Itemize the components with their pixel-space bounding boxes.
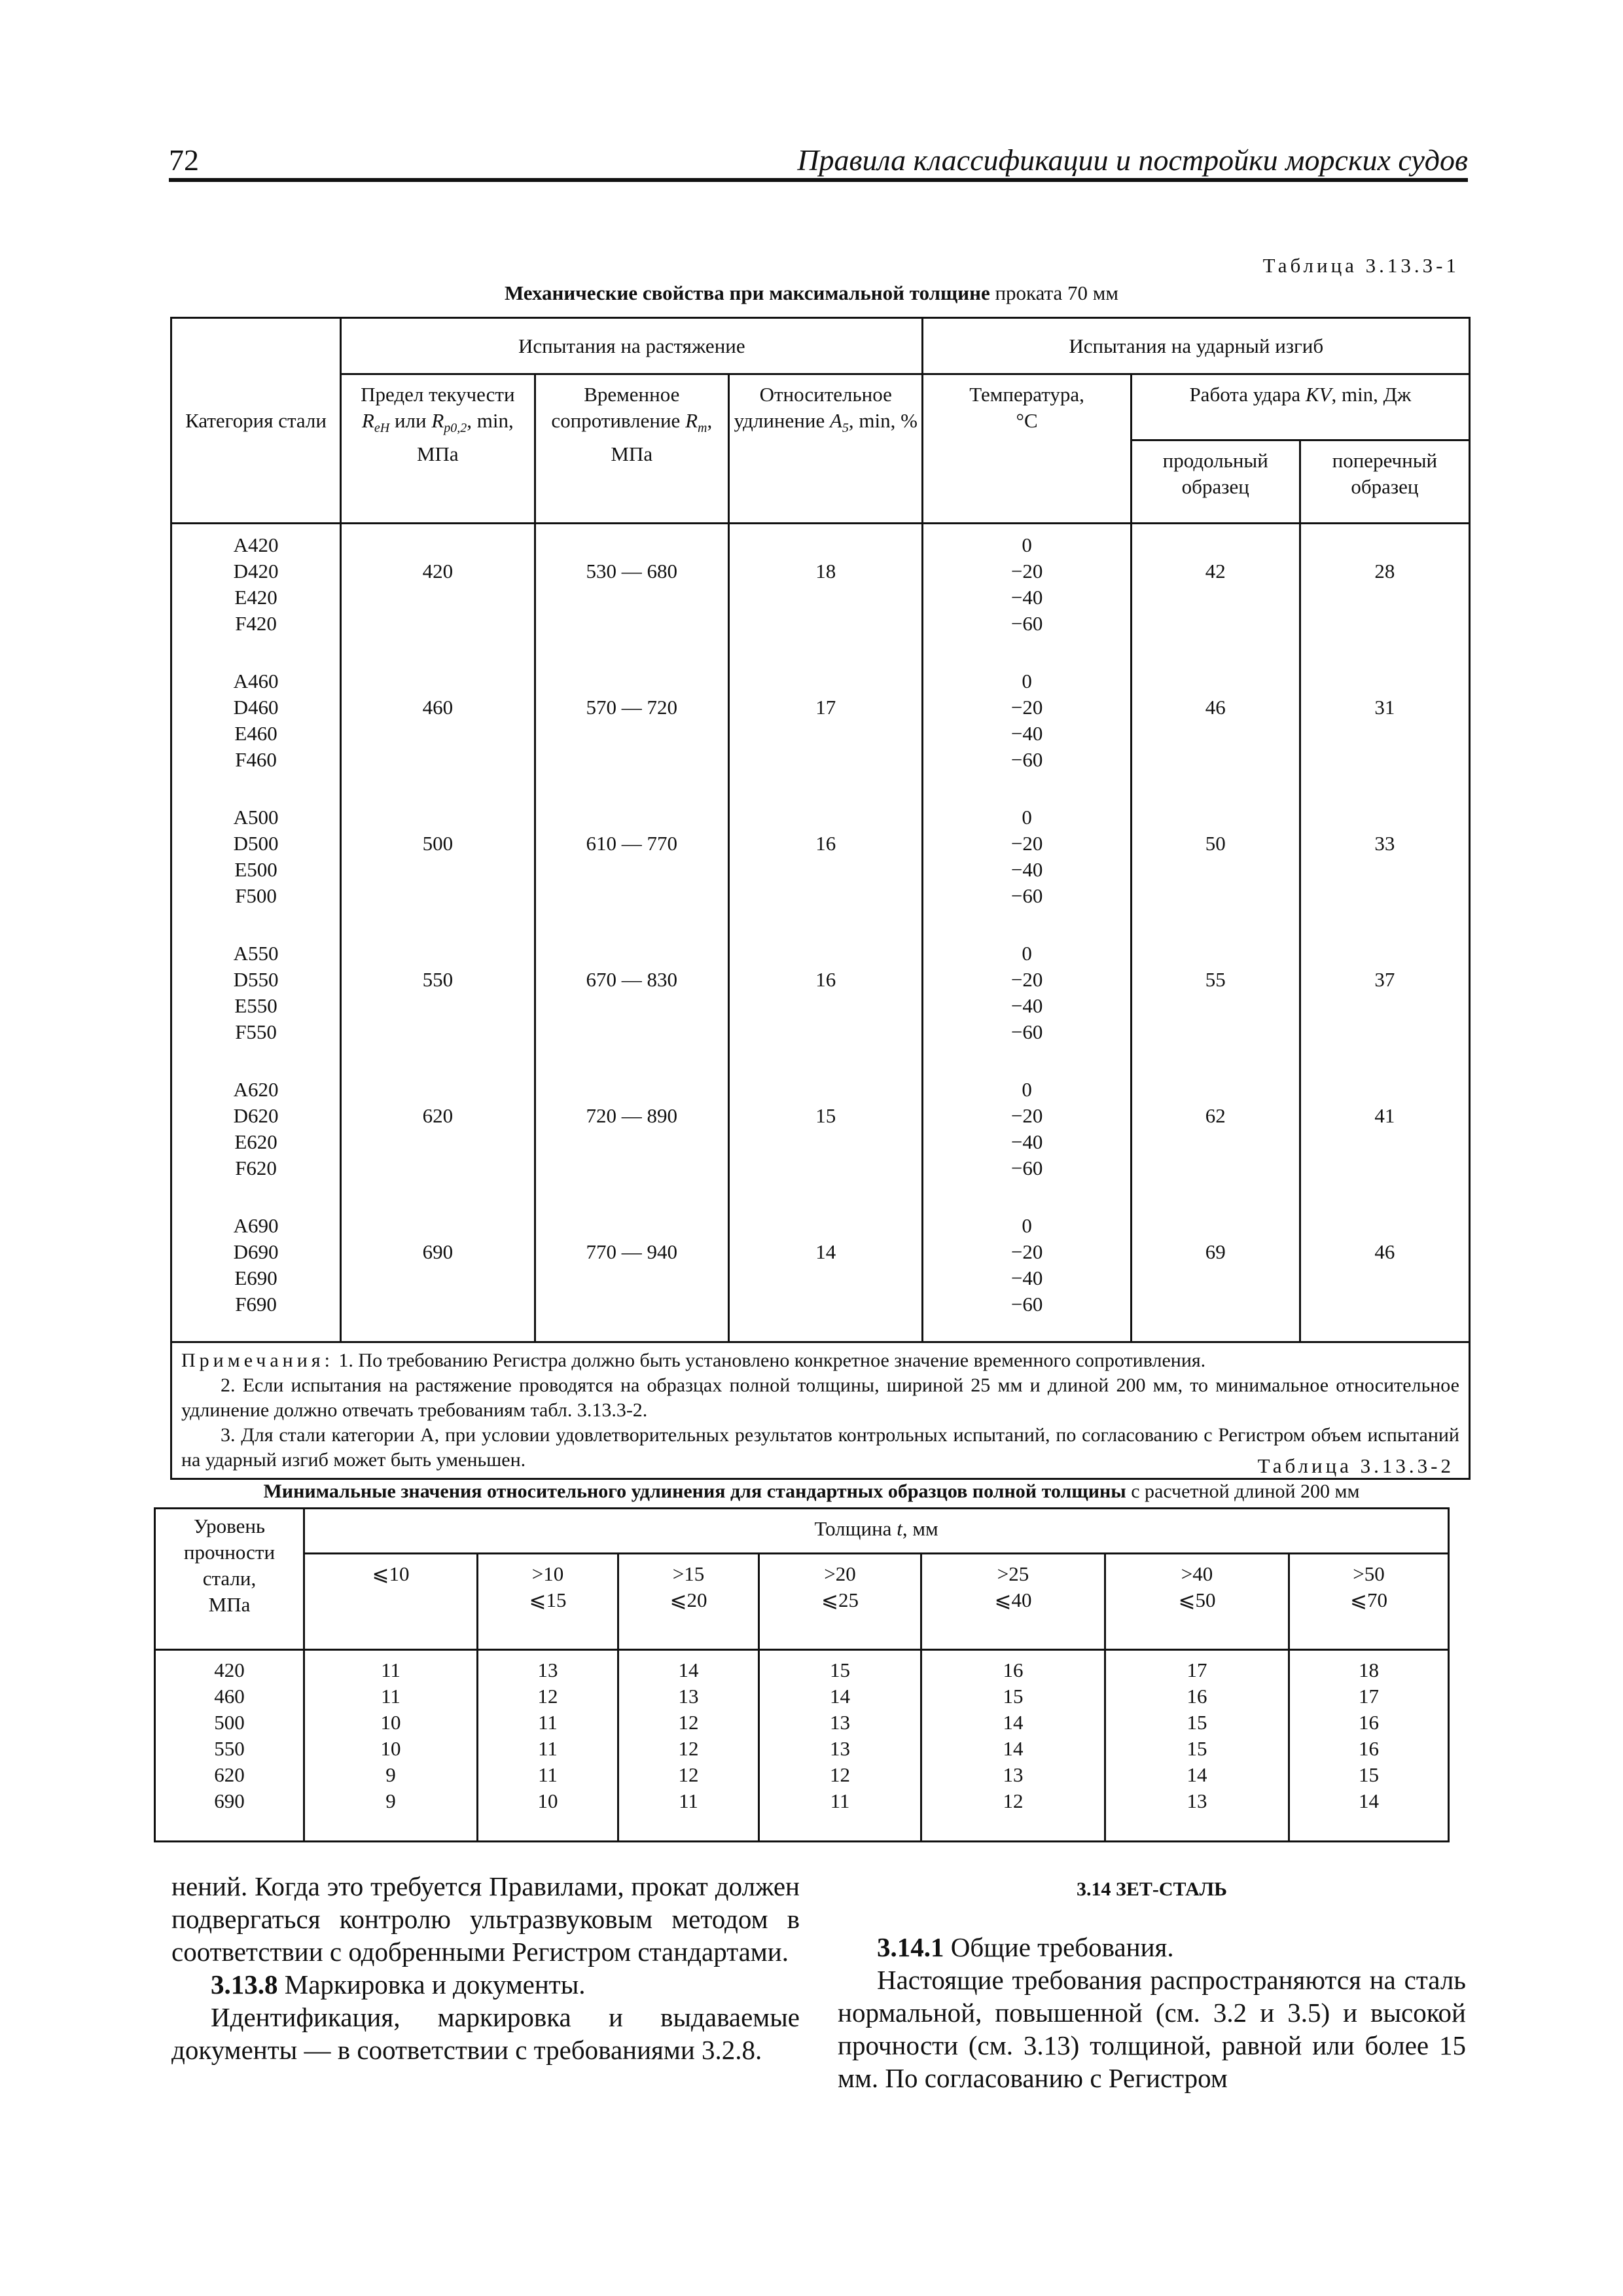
col-longitudinal-header: продольный образец xyxy=(1131,440,1300,524)
elongation-value: 15 xyxy=(1186,1737,1207,1761)
col-impact-energy-header: Работа удара KV, min, Дж xyxy=(1131,374,1469,440)
grade-label: A620 xyxy=(233,1078,279,1101)
elongation-value: 14 xyxy=(1359,1789,1380,1813)
temperature-value: −40 xyxy=(1010,994,1043,1017)
col-temperature-header: Температура, °C xyxy=(923,374,1131,524)
kv-transverse-cell-spacer xyxy=(1301,1077,1469,1103)
temperature-value: 0 xyxy=(1022,1214,1032,1237)
table1-notes: Примечания: 1. По требованию Регистра должно быть установлено конкретное значение временного сопротивления. 2. Если испытания на растяжение проводятся на образцах полной толщины, шириной 25 мм и длиной 200 мм, то минимальное относительное удлинение должно отвечать требованиям табл. 3.13.3-2. 3. Для стали категории А, при условии удовлетворительных результатов контрольных испытаний, по согласованию с Регистром объем испытаний на ударный изгиб может быть уменьшен. xyxy=(171,1342,1470,1479)
temperature-value: −60 xyxy=(1010,1020,1043,1043)
elongation-column xyxy=(759,1650,921,1842)
temperature-value: 0 xyxy=(1022,533,1032,556)
table-row xyxy=(171,660,1470,797)
kv-transverse-cell-value: 33 xyxy=(1374,832,1395,855)
temperature-value: −60 xyxy=(1010,612,1043,635)
grade-label: E550 xyxy=(234,994,277,1017)
ultimate-cell-spacer xyxy=(536,941,728,967)
kv-longitudinal-cell-value: 69 xyxy=(1205,1240,1226,1263)
table-row xyxy=(171,797,1470,933)
ultimate-cell-value: 610 — 770 xyxy=(586,832,678,855)
thickness-range-lower: >25 xyxy=(997,1562,1029,1585)
temperature-value: 0 xyxy=(1022,670,1032,692)
ultimate-cell xyxy=(535,933,728,1069)
table2-caption: Таблица 3.13.3-2 xyxy=(1257,1454,1454,1477)
grade-label: F500 xyxy=(235,884,277,907)
elongation-value: 11 xyxy=(538,1737,558,1761)
kv-transverse-cell-value: 37 xyxy=(1374,968,1395,991)
elongation-cell xyxy=(729,797,923,933)
col-thickness-header: Толщина t, мм xyxy=(304,1509,1449,1554)
elongation-column xyxy=(478,1650,618,1842)
temperature-value: −20 xyxy=(1010,560,1043,583)
elongation-value: 14 xyxy=(830,1685,850,1708)
temperature-value: −60 xyxy=(1010,884,1043,907)
elongation-value: 13 xyxy=(537,1659,558,1682)
elongation-cell-value: 17 xyxy=(815,696,836,719)
table-row xyxy=(171,524,1470,661)
elongation-column xyxy=(304,1650,478,1842)
temperature-cell xyxy=(923,1069,1131,1205)
kv-longitudinal-cell xyxy=(1131,1069,1300,1205)
elongation-value: 13 xyxy=(1186,1789,1207,1813)
elongation-cell xyxy=(729,1205,923,1342)
temperature-value: −20 xyxy=(1010,968,1043,991)
elongation-column xyxy=(921,1650,1105,1842)
section-3-14-1-heading: 3.14.1 Общие требования. xyxy=(877,1932,1174,1962)
kv-longitudinal-cell xyxy=(1131,660,1300,797)
elongation-cell xyxy=(729,933,923,1069)
temperature-value: −20 xyxy=(1010,832,1043,855)
kv-transverse-cell xyxy=(1300,1205,1469,1342)
elongation-value: 17 xyxy=(1186,1659,1207,1682)
temperature-cell xyxy=(923,797,1131,933)
temperature-cell xyxy=(923,660,1131,797)
level-value: 420 xyxy=(214,1659,245,1682)
left-paragraph-2: Идентификация, маркировка и выдаваемые документы — в соответствии с требованиями 3.2.8. xyxy=(171,2002,800,2065)
grade-cell xyxy=(171,524,341,661)
thickness-range-upper: ⩽50 xyxy=(1178,1588,1216,1611)
elongation-cell-value: 15 xyxy=(815,1104,836,1127)
elongation-cell-spacer xyxy=(730,532,921,558)
table1-title: Механические свойства при максимальной толщине проката 70 мм xyxy=(504,281,1119,304)
yield-cell xyxy=(341,933,535,1069)
elongation-value: 10 xyxy=(537,1789,558,1813)
level-value: 460 xyxy=(214,1685,245,1708)
grade-label: E420 xyxy=(234,586,277,609)
elongation-cell xyxy=(729,660,923,797)
min-elongation-table xyxy=(154,1507,1450,1842)
thickness-range-upper: ⩽70 xyxy=(1350,1588,1387,1611)
elongation-cell-value: 16 xyxy=(815,968,836,991)
kv-longitudinal-cell-value: 55 xyxy=(1205,968,1226,991)
yield-cell xyxy=(341,1205,535,1342)
grade-label: D550 xyxy=(233,968,279,991)
grade-cell xyxy=(171,660,341,797)
ultimate-cell-spacer xyxy=(536,668,728,694)
elongation-value: 12 xyxy=(678,1711,699,1734)
group-tensile-header: Испытания на растяжение xyxy=(341,318,923,374)
temperature-value: −20 xyxy=(1010,696,1043,719)
elongation-value: 14 xyxy=(1186,1763,1207,1787)
elongation-value: 13 xyxy=(830,1711,850,1734)
kv-longitudinal-cell-spacer xyxy=(1132,804,1299,831)
elongation-value: 15 xyxy=(830,1659,850,1682)
grade-label: A420 xyxy=(233,533,279,556)
temperature-cell xyxy=(923,933,1131,1069)
elongation-value: 13 xyxy=(830,1737,850,1761)
group-impact-header: Испытания на ударный изгиб xyxy=(923,318,1470,374)
yield-cell-value: 550 xyxy=(422,968,454,991)
left-paragraph-1: нений. Когда это требуется Правилами, прокат должен подвергаться контролю ультразвуковым методом в соответствии с одобренными Регистром стандартами. xyxy=(171,1871,800,1967)
level-header-line: МПа xyxy=(208,1593,251,1616)
ultimate-cell-value: 570 — 720 xyxy=(586,696,678,719)
yield-cell-spacer xyxy=(342,804,533,831)
grade-label: E620 xyxy=(234,1130,277,1153)
elongation-cell-spacer xyxy=(730,941,921,967)
thickness-range-upper: ⩽20 xyxy=(669,1588,707,1611)
kv-longitudinal-cell-spacer xyxy=(1132,532,1299,558)
level-value: 500 xyxy=(214,1711,245,1734)
grade-label: A550 xyxy=(233,942,279,965)
ultimate-cell-value: 720 — 890 xyxy=(586,1104,678,1127)
ultimate-cell xyxy=(535,1205,728,1342)
elongation-value: 14 xyxy=(1003,1737,1024,1761)
thickness-range-lower: ⩽10 xyxy=(372,1562,410,1585)
header-rule xyxy=(169,178,1468,182)
mechanical-properties-table xyxy=(170,317,1471,1480)
temperature-value: −40 xyxy=(1010,1130,1043,1153)
thickness-range-header xyxy=(1105,1553,1289,1649)
elongation-cell-spacer xyxy=(730,1077,921,1103)
elongation-value: 11 xyxy=(381,1659,401,1682)
yield-cell-spacer xyxy=(342,1213,533,1239)
elongation-value: 10 xyxy=(380,1711,401,1734)
elongation-cell-value: 16 xyxy=(815,832,836,855)
elongation-value: 18 xyxy=(1359,1659,1380,1682)
table1-caption: Таблица 3.13.3-1 xyxy=(1262,254,1459,277)
temperature-value: 0 xyxy=(1022,1078,1032,1101)
kv-longitudinal-cell-spacer xyxy=(1132,668,1299,694)
temperature-value: −20 xyxy=(1010,1104,1043,1127)
temperature-value: −20 xyxy=(1010,1240,1043,1263)
thickness-range-lower: >15 xyxy=(672,1562,705,1585)
left-column xyxy=(171,1870,800,2066)
grade-cell xyxy=(171,1069,341,1205)
yield-cell-value: 420 xyxy=(422,560,454,583)
temperature-value: 0 xyxy=(1022,806,1032,829)
ultimate-cell-spacer xyxy=(536,532,728,558)
kv-longitudinal-cell-value: 50 xyxy=(1205,832,1226,855)
kv-longitudinal-cell-value: 62 xyxy=(1205,1104,1226,1127)
thickness-range-lower: >10 xyxy=(531,1562,564,1585)
elongation-cell xyxy=(729,524,923,661)
thickness-range-header xyxy=(921,1553,1105,1649)
level-value: 620 xyxy=(214,1763,245,1787)
running-title: Правила классификации и постройки морских судов xyxy=(797,143,1468,177)
elongation-cell-value: 14 xyxy=(815,1240,836,1263)
thickness-range-lower: >50 xyxy=(1353,1562,1385,1585)
grade-label: D690 xyxy=(233,1240,279,1263)
elongation-value: 15 xyxy=(1186,1711,1207,1734)
grade-cell xyxy=(171,797,341,933)
grade-label: F690 xyxy=(235,1293,277,1316)
elongation-value: 11 xyxy=(538,1763,558,1787)
right-paragraph: Настоящие требования распространяются на сталь нормальной, повышенной (см. 3.2 и 3.5) и высокой прочности (см. 3.13) толщиной, равной или более 15 мм. По согласованию с Регистром xyxy=(838,1965,1466,2093)
table-row xyxy=(171,933,1470,1069)
elongation-value: 17 xyxy=(1359,1685,1380,1708)
elongation-value: 11 xyxy=(830,1789,850,1813)
ultimate-cell xyxy=(535,1069,728,1205)
kv-transverse-cell xyxy=(1300,1069,1469,1205)
kv-longitudinal-cell xyxy=(1131,1205,1300,1342)
grade-label: A690 xyxy=(233,1214,279,1237)
elongation-value: 12 xyxy=(1003,1789,1024,1813)
elongation-cell-spacer xyxy=(730,1213,921,1239)
elongation-cell-spacer xyxy=(730,804,921,831)
kv-transverse-cell xyxy=(1300,933,1469,1069)
col-elongation-header: Относительное удлинение $A_5$, min, % xyxy=(729,374,923,524)
temperature-value: −40 xyxy=(1010,586,1043,609)
kv-transverse-cell-spacer xyxy=(1301,804,1469,831)
elongation-value: 16 xyxy=(1359,1737,1380,1761)
elongation-value: 11 xyxy=(679,1789,698,1813)
temperature-value: 0 xyxy=(1022,942,1032,965)
ultimate-cell xyxy=(535,660,728,797)
yield-cell-value: 690 xyxy=(422,1240,454,1263)
table-row xyxy=(171,1069,1470,1205)
grade-label: D500 xyxy=(233,832,279,855)
kv-transverse-cell-spacer xyxy=(1301,668,1469,694)
grade-label: F460 xyxy=(235,748,277,771)
yield-cell xyxy=(341,660,535,797)
elongation-value: 12 xyxy=(678,1737,699,1761)
grade-label: A460 xyxy=(233,670,279,692)
ultimate-cell-value: 530 — 680 xyxy=(586,560,678,583)
yield-cell xyxy=(341,524,535,661)
grade-label: D460 xyxy=(233,696,279,719)
temperature-value: −40 xyxy=(1010,1266,1043,1289)
kv-transverse-cell xyxy=(1300,524,1469,661)
kv-transverse-cell-value: 31 xyxy=(1374,696,1395,719)
yield-cell-spacer xyxy=(342,668,533,694)
yield-cell-spacer xyxy=(342,532,533,558)
elongation-cell-value: 18 xyxy=(815,560,836,583)
col-category-header: Категория стали xyxy=(171,318,341,524)
elongation-value: 13 xyxy=(678,1685,699,1708)
kv-longitudinal-cell-value: 42 xyxy=(1205,560,1226,583)
temperature-value: −40 xyxy=(1010,722,1043,745)
temperature-value: −60 xyxy=(1010,1293,1043,1316)
kv-longitudinal-cell xyxy=(1131,797,1300,933)
elongation-value: 10 xyxy=(380,1737,401,1761)
section-3-14-title: 3.14 ЗЕТ-СТАЛЬ xyxy=(1077,1878,1227,1900)
kv-longitudinal-cell xyxy=(1131,524,1300,661)
col-ultimate-header: Временное сопротивление $R_m$, МПа xyxy=(535,374,728,524)
kv-longitudinal-cell xyxy=(1131,933,1300,1069)
yield-cell-value: 500 xyxy=(422,832,454,855)
yield-cell xyxy=(341,1069,535,1205)
yield-cell-value: 620 xyxy=(422,1104,454,1127)
kv-longitudinal-cell-spacer xyxy=(1132,941,1299,967)
temperature-value: −40 xyxy=(1010,858,1043,881)
elongation-value: 9 xyxy=(385,1763,396,1787)
elongation-value: 16 xyxy=(1359,1711,1380,1734)
kv-longitudinal-cell-value: 46 xyxy=(1205,696,1226,719)
elongation-column xyxy=(1105,1650,1289,1842)
col-yield-header: Предел текучести $R_{eH}$ или $R_{p0,2}$, min, МПа xyxy=(341,374,535,524)
elongation-cell-spacer xyxy=(730,668,921,694)
elongation-cell xyxy=(729,1069,923,1205)
table2-title: Минимальные значения относительного удлинения для стандартных образцов полной толщины с расчетной длиной 200 мм xyxy=(263,1480,1360,1502)
grade-label: D420 xyxy=(233,560,279,583)
yield-cell-spacer xyxy=(342,941,533,967)
elongation-value: 14 xyxy=(1003,1711,1024,1734)
thickness-range-header xyxy=(478,1553,618,1649)
yield-cell-value: 460 xyxy=(422,696,454,719)
kv-longitudinal-cell-spacer xyxy=(1132,1213,1299,1239)
level-value: 550 xyxy=(214,1737,245,1761)
elongation-value: 14 xyxy=(678,1659,699,1682)
thickness-range-header xyxy=(759,1553,921,1649)
col-transverse-header: поперечный образец xyxy=(1300,440,1469,524)
grade-label: A500 xyxy=(233,806,279,829)
level-value: 690 xyxy=(214,1789,245,1813)
elongation-value: 9 xyxy=(385,1789,396,1813)
elongation-value: 16 xyxy=(1003,1659,1024,1682)
grade-label: E690 xyxy=(234,1266,277,1289)
table-row xyxy=(171,1205,1470,1342)
elongation-value: 12 xyxy=(830,1763,850,1787)
section-3-13-8-heading: 3.13.8 Маркировка и документы. xyxy=(211,1969,586,2000)
kv-transverse-cell-value: 28 xyxy=(1374,560,1395,583)
ultimate-cell xyxy=(535,524,728,661)
kv-longitudinal-cell-spacer xyxy=(1132,1077,1299,1103)
thickness-range-lower: >20 xyxy=(824,1562,856,1585)
ultimate-cell-spacer xyxy=(536,1077,728,1103)
thickness-range-header xyxy=(1289,1553,1449,1649)
kv-transverse-cell xyxy=(1300,660,1469,797)
elongation-value: 12 xyxy=(678,1763,699,1787)
level-header-line: стали, xyxy=(202,1567,257,1590)
level-column xyxy=(155,1650,304,1842)
kv-transverse-cell-spacer xyxy=(1301,532,1469,558)
thickness-range-upper: ⩽40 xyxy=(994,1588,1032,1611)
ultimate-cell-value: 770 — 940 xyxy=(586,1240,678,1263)
elongation-value: 13 xyxy=(1003,1763,1024,1787)
thickness-range-header xyxy=(618,1553,759,1649)
elongation-value: 11 xyxy=(381,1685,401,1708)
ultimate-cell-spacer xyxy=(536,804,728,831)
elongation-column xyxy=(618,1650,759,1842)
elongation-value: 11 xyxy=(538,1711,558,1734)
kv-transverse-cell-spacer xyxy=(1301,1213,1469,1239)
temperature-value: −60 xyxy=(1010,748,1043,771)
grade-label: E500 xyxy=(234,858,277,881)
ultimate-cell-value: 670 — 830 xyxy=(586,968,678,991)
kv-transverse-cell xyxy=(1300,797,1469,933)
col-level-header xyxy=(155,1509,304,1650)
kv-transverse-cell-value: 46 xyxy=(1374,1240,1395,1263)
temperature-cell xyxy=(923,1205,1131,1342)
thickness-range-header xyxy=(304,1553,478,1649)
yield-cell-spacer xyxy=(342,1077,533,1103)
elongation-value: 12 xyxy=(537,1685,558,1708)
grade-cell xyxy=(171,1205,341,1342)
grade-label: F620 xyxy=(235,1157,277,1179)
ultimate-cell-spacer xyxy=(536,1213,728,1239)
kv-transverse-cell-spacer xyxy=(1301,941,1469,967)
thickness-range-lower: >40 xyxy=(1181,1562,1213,1585)
temperature-cell xyxy=(923,524,1131,661)
kv-transverse-cell-value: 41 xyxy=(1374,1104,1395,1127)
grade-label: E460 xyxy=(234,722,277,745)
ultimate-cell xyxy=(535,797,728,933)
yield-cell xyxy=(341,797,535,933)
elongation-value: 15 xyxy=(1003,1685,1024,1708)
elongation-value: 16 xyxy=(1186,1685,1207,1708)
level-header-line: Уровень xyxy=(193,1515,266,1537)
grade-label: F420 xyxy=(235,612,277,635)
thickness-range-upper: ⩽15 xyxy=(529,1588,567,1611)
level-header-line: прочности xyxy=(183,1541,276,1564)
elongation-column xyxy=(1289,1650,1449,1842)
elongation-value: 15 xyxy=(1359,1763,1380,1787)
page-number: 72 xyxy=(169,143,199,177)
grade-label: D620 xyxy=(233,1104,279,1127)
grade-cell xyxy=(171,933,341,1069)
right-column xyxy=(838,1931,1466,2094)
thickness-range-upper: ⩽25 xyxy=(821,1588,859,1611)
grade-label: F550 xyxy=(235,1020,277,1043)
temperature-value: −60 xyxy=(1010,1157,1043,1179)
